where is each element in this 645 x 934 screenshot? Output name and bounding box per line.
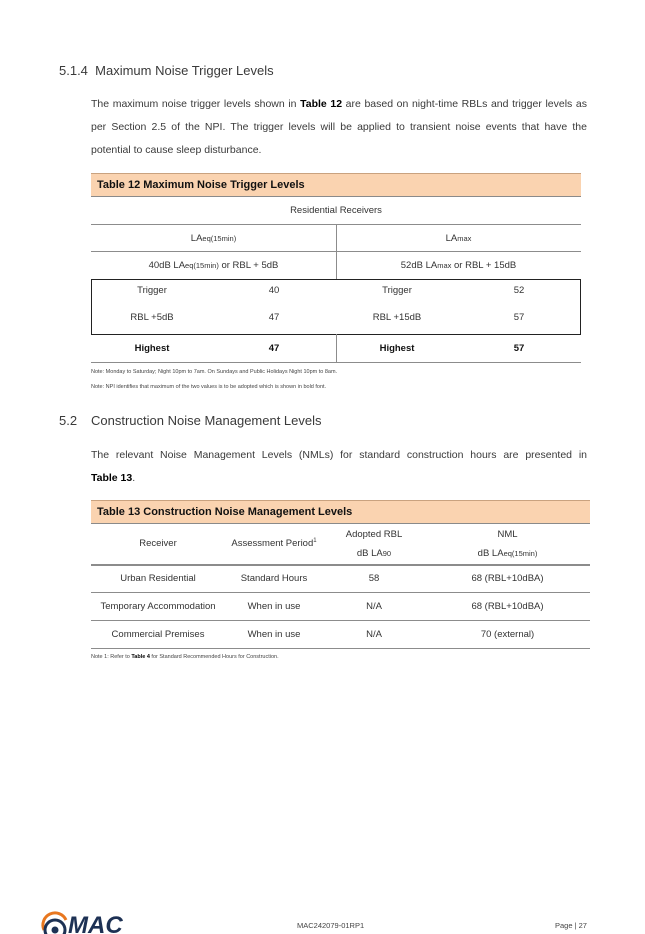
divider [336, 334, 337, 362]
document-id: MAC242079-01RP1 [297, 921, 365, 930]
table12-row2-left-value: 47 [268, 312, 280, 323]
table13-header-rbl: Adopted RBL [345, 529, 403, 540]
section-title: Maximum Noise Trigger Levels [95, 63, 274, 78]
table13-row3-rbl: N/A [366, 629, 382, 640]
section-heading-52 [59, 413, 322, 428]
table12-note-1: Note: Monday to Saturday; Night 10pm to 7am. On Sundays and Public Holidays Night 10pm to 8am. [91, 369, 338, 375]
table13-header-nml: NML [497, 529, 518, 540]
table12-highest-left-label: Highest [134, 343, 170, 354]
table13-row1-receiver: Urban Residential [120, 573, 196, 584]
para1-text-a: The maximum noise trigger levels shown in [91, 98, 301, 110]
mac-logo [40, 908, 140, 934]
paragraph-trigger-intro [91, 93, 587, 162]
table12-row1-right-label: Trigger [382, 285, 412, 296]
table12-highest-left-value: 47 [268, 343, 280, 354]
table13-row1-period: Standard Hours [240, 573, 308, 584]
divider [91, 362, 581, 363]
table13-row2-receiver: Temporary Accommodation [100, 601, 216, 612]
paragraph-nml-intro: The relevant Noise Management Levels (NMLs) for standard construction hours are presented in Table 13. [91, 444, 587, 490]
table12-row1-left-value: 40 [268, 285, 280, 296]
table13-reference: Table 13 [91, 472, 133, 484]
para2-line1: The relevant Noise Management Levels (NMLs) for standard construction hours are presented in [91, 449, 587, 461]
table13-row1-nml: 68 (RBL+10dBA) [471, 573, 544, 584]
divider [336, 224, 337, 279]
table13-header-receiver: Receiver [139, 538, 177, 549]
table12-group-header: Residential Receivers [290, 205, 382, 216]
table12-highest-right-value: 57 [513, 343, 525, 354]
table12-row1-right-value: 52 [513, 285, 525, 296]
table12-row2-right-value: 57 [513, 312, 525, 323]
table12-col-laeq: LAeq(15min) [190, 233, 237, 244]
para1-line2: per Section 2.5 of the NPI. The trigger levels will be applied to transient noise events that have the [91, 121, 587, 133]
section-number: 5.2 [59, 413, 78, 428]
table13-header-rbl-unit: dB LA90 [356, 548, 392, 559]
divider [91, 648, 590, 649]
table12-note-2: Note: NPI identifies that maximum of the two values is to be adopted which is shown in bold font. [91, 384, 327, 390]
table13-row1-rbl: 58 [368, 573, 380, 584]
divider [91, 620, 590, 621]
table13-row3-receiver: Commercial Premises [111, 629, 205, 640]
table13-note: Note 1: Refer to Table 4 for Standard Recommended Hours for Construction. [91, 654, 279, 660]
section-heading-514 [59, 63, 274, 78]
table12-reference: Table 12 [300, 98, 343, 110]
table13-row3-period: When in use [247, 629, 301, 640]
table4-reference: Table 4 [131, 654, 150, 660]
para1-line3: potential to cause sleep disturbance. [91, 144, 262, 156]
table13-row3-nml: 70 (external) [480, 629, 535, 640]
logo-text: MAC [68, 912, 123, 934]
table12-row2-left-label: RBL +5dB [130, 312, 174, 323]
section-title: Construction Noise Management Levels [91, 413, 322, 428]
table13-title: Table 13 Construction Noise Management Levels [91, 500, 590, 524]
divider [91, 564, 590, 566]
table13-header-nml-unit: dB LAeq(15min) [477, 548, 538, 559]
table13-row2-nml: 68 (RBL+10dBA) [471, 601, 544, 612]
table12-col-lamax: LAmax [445, 233, 472, 244]
page-number: Page | 27 [555, 921, 587, 930]
table13-row2-rbl: N/A [366, 601, 382, 612]
table13-header-period: Assessment Period$^1$ [231, 538, 317, 550]
table13-row2-period: When in use [247, 601, 301, 612]
table12-row2-right-label: RBL +15dB [372, 312, 422, 323]
table12-row1-left-label: Trigger [137, 285, 167, 296]
divider [91, 592, 590, 593]
table12-criteria-left: 40dB LAeq(15min) or RBL + 5dB [148, 260, 279, 271]
section-number: 5.1.4 [59, 63, 88, 78]
table12-title: Table 12 Maximum Noise Trigger Levels [91, 173, 581, 197]
table12-criteria-right: 52dB LAmax or RBL + 15dB [400, 260, 517, 271]
para1-text-b: are based on night-time RBLs and trigger levels as [342, 98, 587, 110]
table12-highest-right-label: Highest [379, 343, 415, 354]
